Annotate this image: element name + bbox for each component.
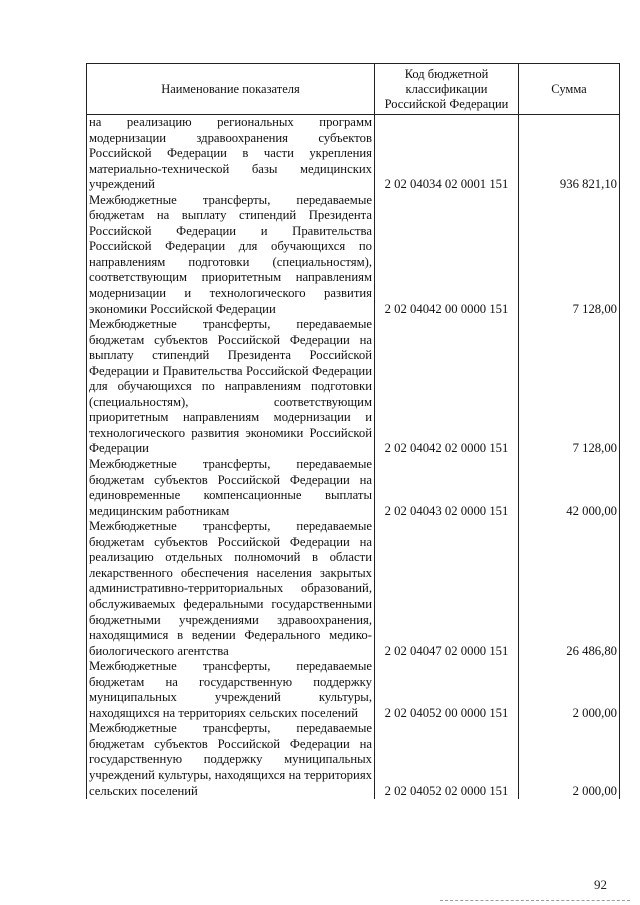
row-sum: 7 128,00 [519, 193, 620, 317]
table-row [87, 457, 620, 519]
header-sum: Сумма [519, 64, 620, 115]
row-sum: 2 000,00 [519, 721, 620, 799]
row-code: 2 02 04043 02 0000 151 [375, 457, 519, 519]
row-name: Межбюджетные трансферты, передаваемые бюджетам субъектов Российской Федерации на выплату стипендий Президента Российской Федерации и Правительства Российской Федерации для обучающихся по направлениям подготовки (специальностям), соответствующим приоритетным направлениям модернизации и технологического развития экономики Российской Федерации [87, 317, 375, 457]
budget-table [86, 63, 620, 799]
row-code: 2 02 04052 02 0000 151 [375, 721, 519, 799]
table-row [87, 193, 620, 317]
row-name: Межбюджетные трансферты, передаваемые бюджетам субъектов Российской Федерации на реализацию отдельных полномочий в области лекарственного обеспечения населения закрытых административно-территориальных образований, обслуживаемых федеральными государственными бюджетными учреждениями здравоохранения, находящимися в ведении Федерального медико-биологического агентства [87, 519, 375, 659]
table-row [87, 659, 620, 721]
header-code: Код бюджетной классификации Российской Федерации [375, 64, 519, 115]
table-row [87, 721, 620, 799]
row-code: 2 02 04034 02 0001 151 [375, 115, 519, 193]
table-row [87, 317, 620, 457]
row-name: на реализацию региональных программ модернизации здравоохранения субъектов Российской Федерации в части укрепления материально-технической базы медицинских учреждений [87, 115, 375, 193]
row-code: 2 02 04052 00 0000 151 [375, 659, 519, 721]
row-name: Межбюджетные трансферты, передаваемые бюджетам субъектов Российской Федерации на единовременные компенсационные выплаты медицинским работникам [87, 457, 375, 519]
row-name: Межбюджетные трансферты, передаваемые бюджетам на государственную поддержку муниципальных учреждений культуры, находящихся на территориях сельских поселений [87, 659, 375, 721]
row-sum: 26 486,80 [519, 519, 620, 659]
row-sum: 7 128,00 [519, 317, 620, 457]
row-code: 2 02 04042 00 0000 151 [375, 193, 519, 317]
row-code: 2 02 04047 02 0000 151 [375, 519, 519, 659]
table-row [87, 115, 620, 193]
header-name: Наименование показателя [87, 64, 375, 115]
table-row [87, 519, 620, 659]
row-code: 2 02 04042 02 0000 151 [375, 317, 519, 457]
row-name: Межбюджетные трансферты, передаваемые бюджетам субъектов Российской Федерации на государственную поддержку муниципальных учреждений культуры, находящихся на территориях сельских поселений [87, 721, 375, 799]
scan-edge-line [440, 900, 630, 901]
table-header-row [87, 64, 620, 115]
row-sum: 2 000,00 [519, 659, 620, 721]
row-name: Межбюджетные трансферты, передаваемые бюджетам на выплату стипендий Президента Российской Федерации и Правительства Российской Федерации для обучающихся по направлениям подготовки (специальностям), соответствующим приоритетным направлениям модернизации и технологического развития экономики Российской Федерации [87, 193, 375, 317]
row-sum: 936 821,10 [519, 115, 620, 193]
page-number: 92 [594, 877, 607, 892]
row-sum: 42 000,00 [519, 457, 620, 519]
